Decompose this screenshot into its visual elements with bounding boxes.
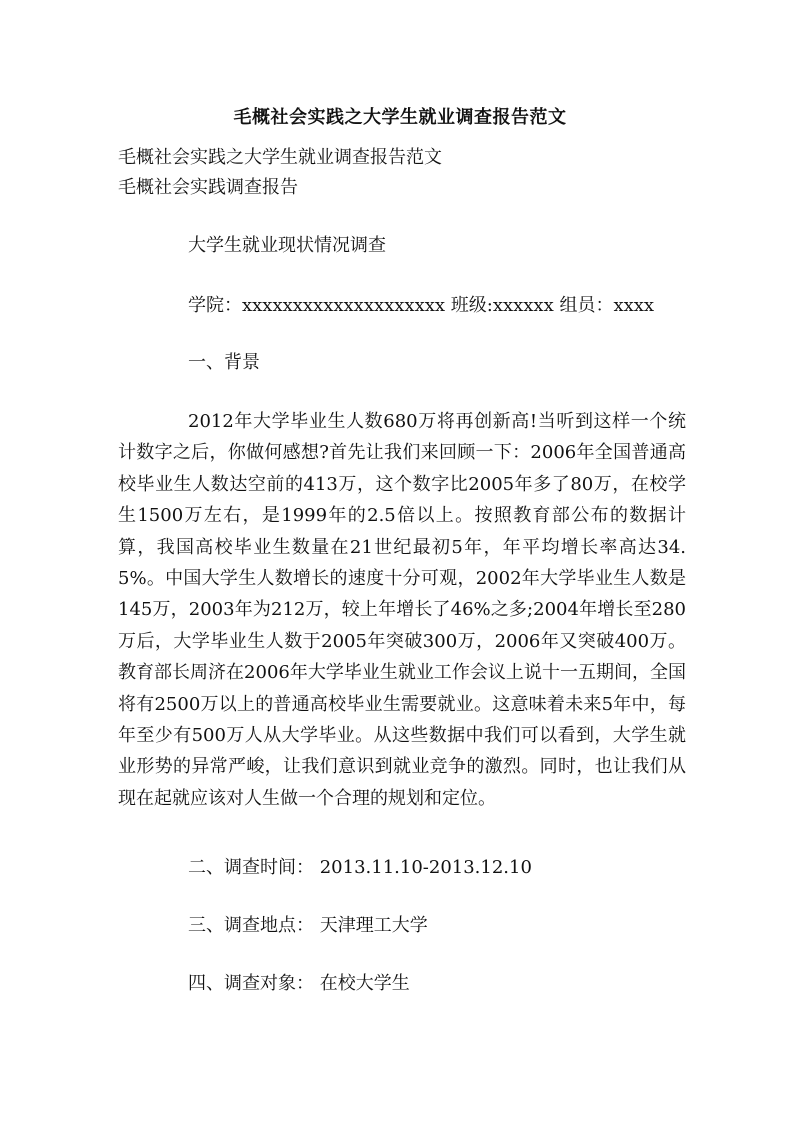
background-paragraph: 2012年大学毕业生人数680万将再创新高!当听到这样一个统计数字之后，你做何感想?首先让我们来回顾一下：2006年全国普通高校毕业生人数达空前的413万，这个数字比2005年多了80万，在校学生1500万左右，是1999年的2.5倍以上。按照教育部公布的数据计算，我国高校毕业生数量在21世纪最初5年，年平均增长率高达34.5%。中国大学生人数增长的速度十分可观，2002年大学毕业生人数是145万，2003年为212万，较上年增长了46%之多;2004年增长至280万后，大学毕业生人数于2005年突破300万，2006年又突破400万。教育部长周济在2006年大学毕业生就业工作会议上说十一五期间，全国将有2500万以上的普通高校毕业生需要就业。这意味着未来5年中，每年至少有500万人从大学毕业。从这些数据中我们可以看到，大学生就业形势的异常严峻，让我们意识到就业竞争的激烈。同时，也让我们从现在起就应该对人生做一个合理的规划和定位。 [118,411,686,809]
survey-place-line: 三、调查地点： 天津理工大学 [188,915,428,936]
survey-time-line: 二、调查时间： 2013.11.10-2013.12.10 [188,857,532,878]
survey-heading: 大学生就业现状情况调查 [188,235,386,256]
subtitle-line-1: 毛概社会实践之大学生就业调查报告范文 [118,147,442,168]
survey-object-line: 四、调查对象： 在校大学生 [188,973,410,994]
subtitle-line-2: 毛概社会实践调查报告 [118,177,298,198]
document-title: 毛概社会实践之大学生就业调查报告范文 [233,107,567,128]
section-background-heading: 一、背景 [188,352,260,373]
college-info-line: 学院：xxxxxxxxxxxxxxxxxxxx 班级:xxxxxx 组员：xxxx [188,295,655,316]
